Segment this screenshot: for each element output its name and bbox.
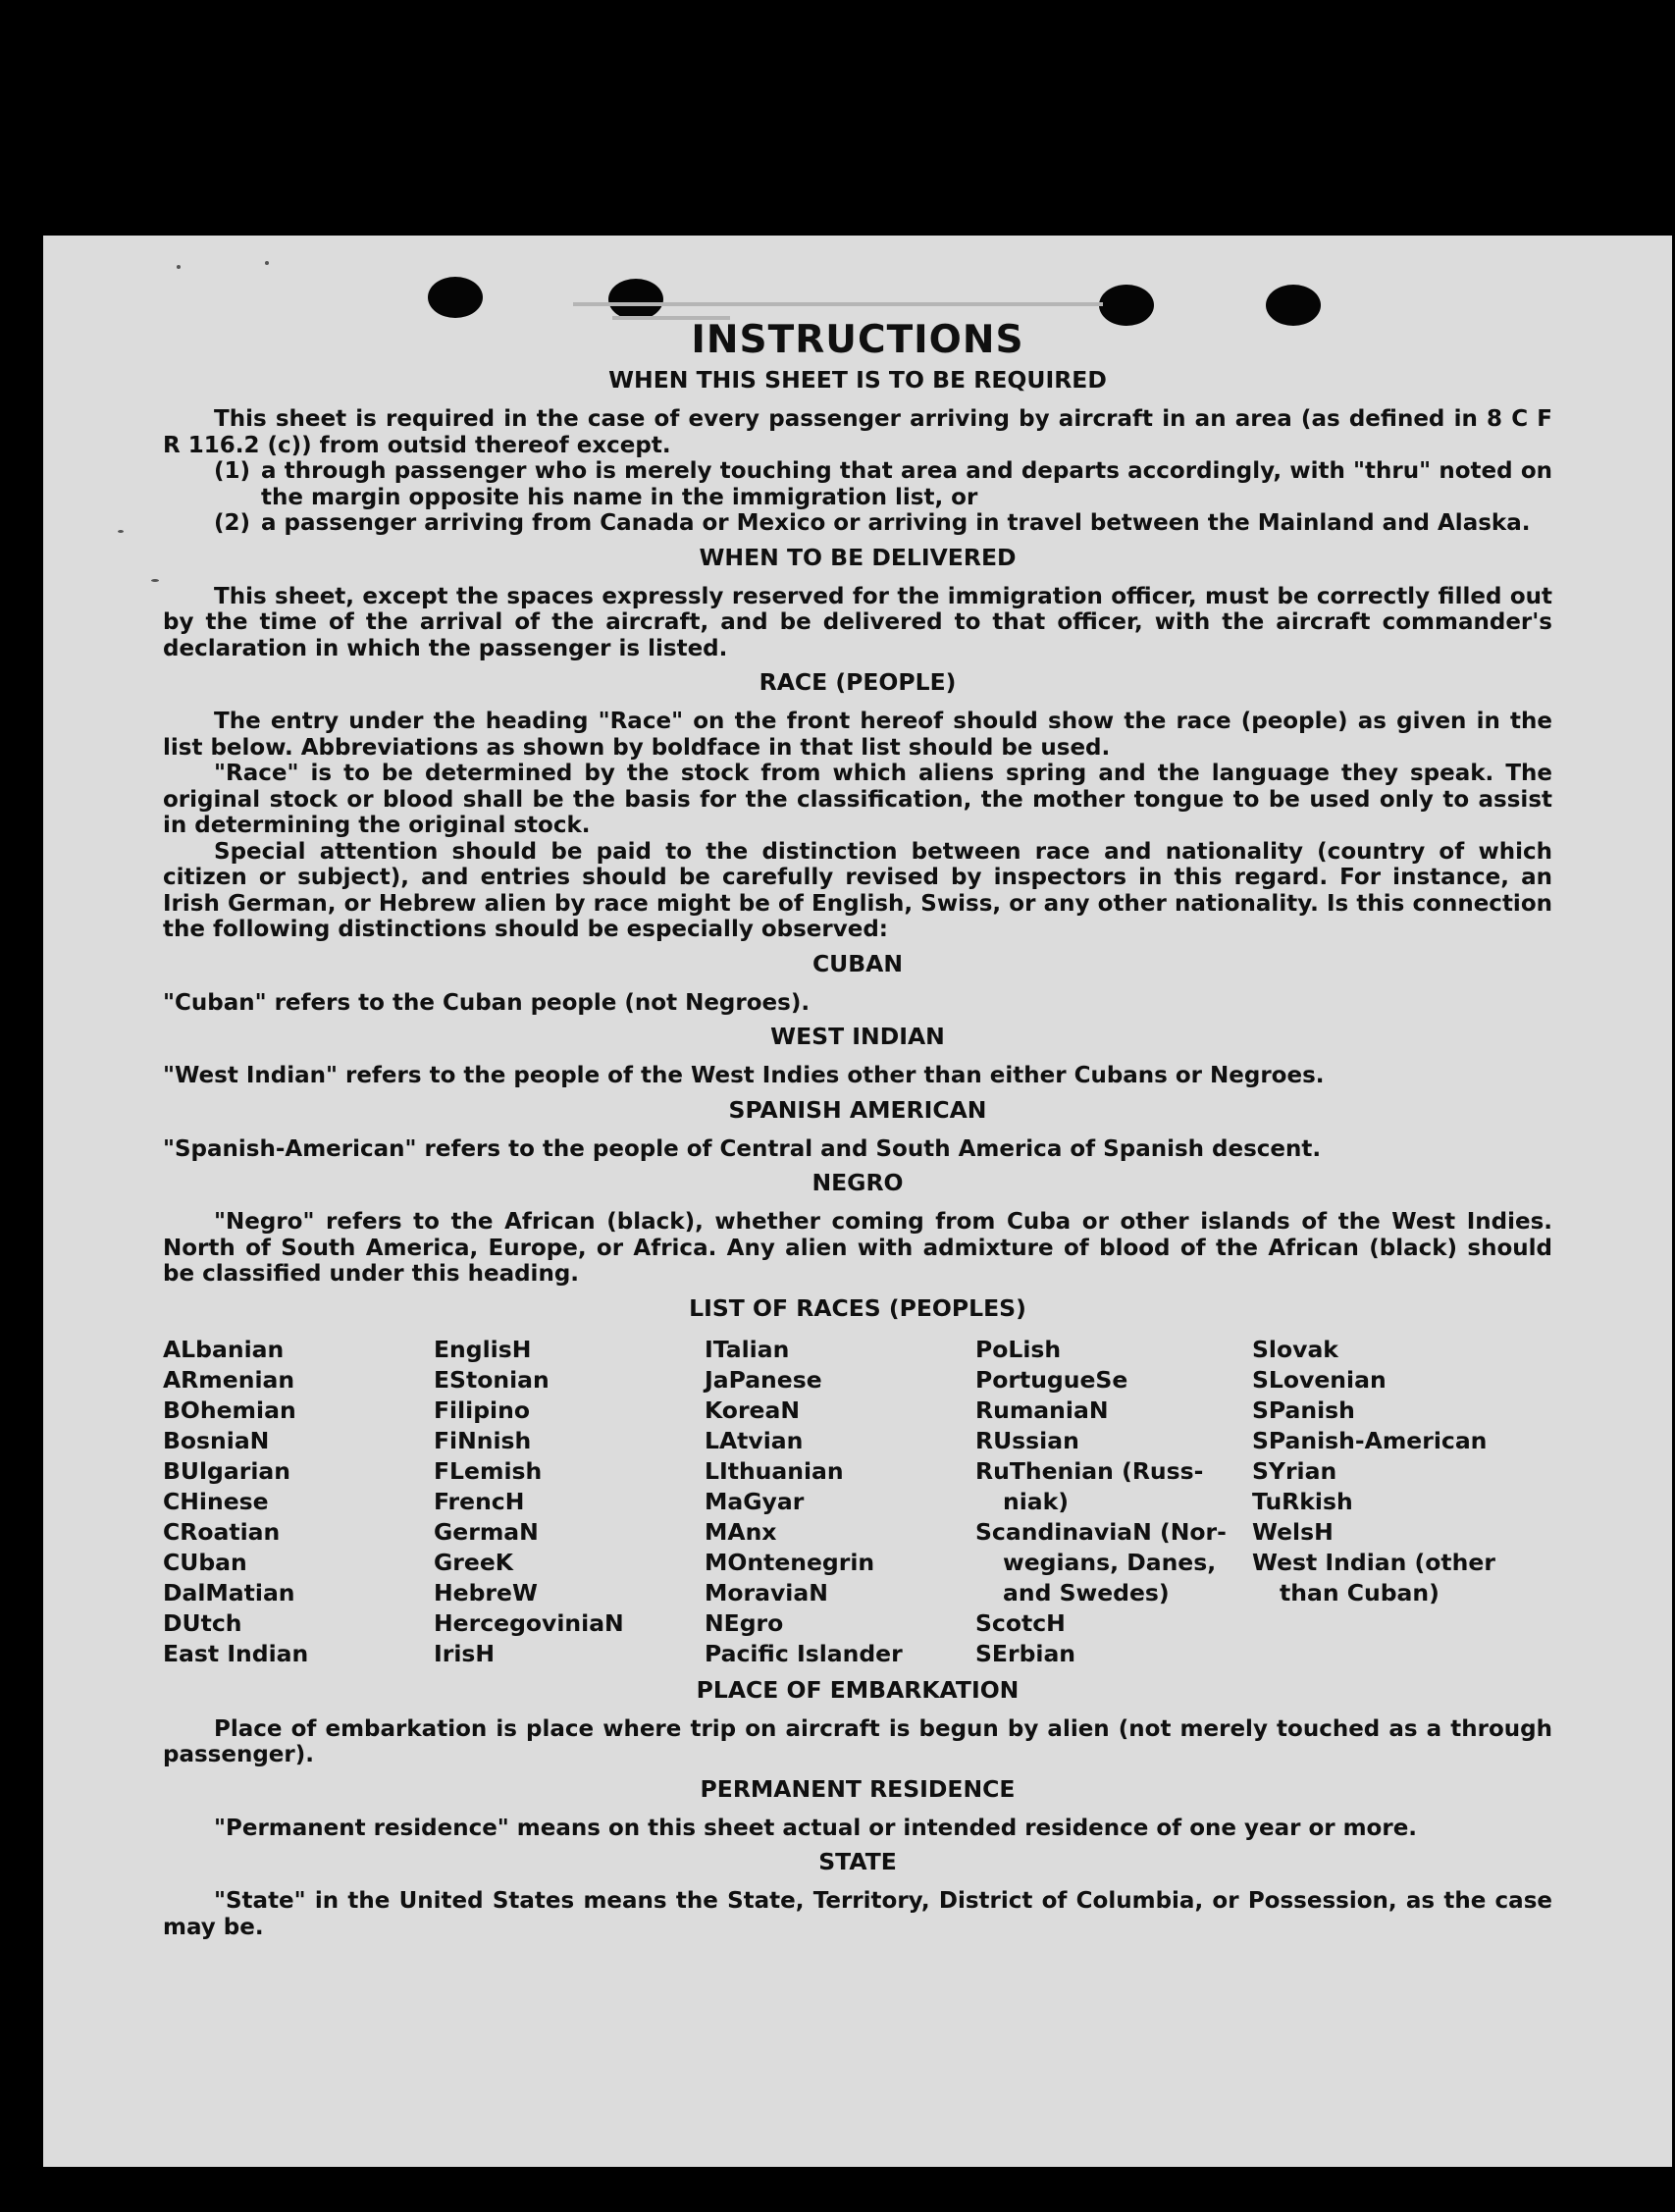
exception-text: a passenger arriving from Canada or Mexico or arriving in travel between the Mainland and Alaska.	[261, 510, 1531, 536]
race-entry: MOntenegrin	[705, 1548, 875, 1576]
race-entry: RUssian	[975, 1426, 1079, 1454]
race-entry: DalMatian	[163, 1578, 295, 1606]
race-entry: PoLish	[975, 1335, 1062, 1363]
races-column	[975, 1335, 1252, 1669]
race-entry-continued: niak)	[1003, 1487, 1070, 1515]
race-entry: FrencH	[434, 1487, 525, 1515]
races-column	[434, 1335, 705, 1669]
race-entry: LAtvian	[705, 1426, 804, 1454]
race-entry: ALbanian	[163, 1335, 285, 1363]
speck	[118, 530, 124, 533]
race-entry: SErbian	[975, 1639, 1076, 1667]
race-entry: BUlgarian	[163, 1456, 290, 1485]
exception-number: (1)	[214, 458, 251, 484]
race-entry-continued: than Cuban)	[1280, 1578, 1439, 1606]
race-entry: ScandinaviaN (Nor-	[975, 1517, 1227, 1546]
race-entry: ARmenian	[163, 1365, 295, 1394]
race-entry: HebreW	[434, 1578, 538, 1606]
heading-negro: NEGRO	[811, 1169, 904, 1196]
race-entry: FLemish	[434, 1456, 543, 1485]
race-entry: CHinese	[163, 1487, 269, 1515]
race-entry: IrisH	[434, 1639, 496, 1667]
race-entry: TuRkish	[1252, 1487, 1353, 1515]
race-entry: West Indian (other	[1252, 1548, 1495, 1576]
speck	[265, 261, 269, 265]
heading-spanish-american: SPANISH AMERICAN	[728, 1095, 987, 1124]
race-paragraph-2: "Race" is to be determined by the stock from which aliens spring and the language they speak. The original stock or blood shall be the basis for the classification, the mother tongue to be used only to assist in determining the original stock.	[163, 761, 1552, 838]
negro-text: "Negro" refers to the African (black), whether coming from Cuba or other islands of the West Indies. North of South America, Europe, or Africa. Any alien with admixture of blood of the African (black) should be classified under this heading.	[163, 1209, 1552, 1287]
heading-residence: PERMANENT RESIDENCE	[700, 1774, 1016, 1803]
residence-text: "Permanent residence" means on this sheet actual or intended residence of one year or more.	[214, 1815, 1418, 1841]
race-entry: NEgro	[705, 1608, 784, 1637]
race-entry: DUtch	[163, 1608, 242, 1637]
heading-embarkation: PLACE OF EMBARKATION	[696, 1675, 1020, 1704]
race-entry: WelsH	[1252, 1517, 1334, 1546]
race-entry: CUban	[163, 1548, 247, 1576]
heading-delivered: WHEN TO BE DELIVERED	[699, 543, 1017, 571]
race-entry: SLovenian	[1252, 1365, 1387, 1394]
races-column	[163, 1335, 434, 1669]
race-entry: SPanish-American	[1252, 1426, 1488, 1454]
speck	[177, 265, 181, 269]
page-title: INSTRUCTIONS	[691, 318, 1024, 362]
embarkation-text: Place of embarkation is place where trip on aircraft is begun by alien (not merely touched as a through passenger).	[163, 1715, 1552, 1767]
race-entry: EStonian	[434, 1365, 550, 1394]
exception-item	[214, 510, 1552, 537]
heading-race: RACE (PEOPLE)	[759, 668, 957, 696]
race-entry: BOhemian	[163, 1396, 296, 1424]
race-entry: RuThenian (Russ-	[975, 1456, 1204, 1485]
race-paragraph-1: The entry under the heading "Race" on the front hereof should show the race (people) as given in the list below. Abbreviations as shown by boldface in that list should be used.	[163, 709, 1552, 761]
race-entry: GermaN	[434, 1517, 539, 1546]
exception-number: (2)	[214, 510, 251, 536]
race-paragraph-3: Special attention should be paid to the distinction between race and nationality (country of which citizen or subject), and entries should be carefully revised by inspectors in this regard. For instance, an Irish German, or Hebrew alien by race might be of English, Swiss, or any other nationality. Is this connection the following distinctions should be especially observed:	[163, 838, 1552, 942]
state-text: "State" in the United States means the State, Territory, District of Columbia, or Possession, as the case may be.	[163, 1888, 1552, 1940]
races-column	[1252, 1335, 1552, 1669]
exception-text: a through passenger who is merely touching that area and departs accordingly, with "thru" noted on the margin opposite his name in the immigration list, or	[261, 458, 1552, 510]
race-entry: CRoatian	[163, 1517, 281, 1546]
faded-stamp-line	[573, 302, 1103, 306]
race-entry: GreeK	[434, 1548, 513, 1576]
races-list	[163, 1335, 1552, 1669]
delivered-text: This sheet, except the spaces expressly reserved for the immigration officer, must be correctly filled out by the time of the arrival of the aircraft, and be delivered to that officer, with the aircraft commander's declaration in which the passenger is listed.	[163, 583, 1552, 661]
race-entry: JaPanese	[705, 1365, 822, 1394]
race-entry: MoraviaN	[705, 1578, 828, 1606]
race-entry: Filipino	[434, 1396, 530, 1424]
race-entry: Pacific Islander	[705, 1639, 903, 1667]
race-entry: Slovak	[1252, 1335, 1338, 1363]
race-entry-continued: wegians, Danes,	[1003, 1548, 1217, 1576]
west-indian-text: "West Indian" refers to the people of the West Indies other than either Cubans or Negroes.	[163, 1063, 1325, 1088]
race-entry-continued: and Swedes)	[1003, 1578, 1170, 1606]
exception-item	[214, 458, 1552, 510]
punch-hole	[608, 279, 663, 320]
race-entry: ITalian	[705, 1335, 790, 1363]
race-entry: EnglisH	[434, 1335, 532, 1363]
heading-required: WHEN THIS SHEET IS TO BE REQUIRED	[608, 366, 1107, 394]
race-entry: FiNnish	[434, 1426, 532, 1454]
heading-west-indian: WEST INDIAN	[770, 1023, 945, 1050]
race-entry: ScotcH	[975, 1608, 1066, 1637]
race-entry: HercegoviniaN	[434, 1608, 624, 1637]
race-entry: KoreaN	[705, 1396, 800, 1424]
race-entry: SYrian	[1252, 1456, 1337, 1485]
race-entry: BosniaN	[163, 1426, 270, 1454]
cuban-text: "Cuban" refers to the Cuban people (not Negroes).	[163, 989, 811, 1016]
race-entry: PortugueSe	[975, 1365, 1128, 1394]
document-page	[43, 236, 1672, 2167]
race-entry: RumaniaN	[975, 1396, 1109, 1424]
required-intro: This sheet is required in the case of every passenger arriving by aircraft in an area (as defined in 8 C F R 116.2 (c)) from outsid thereof except.	[163, 406, 1552, 458]
heading-cuban: CUBAN	[811, 949, 904, 977]
instructions-text	[163, 318, 1552, 1940]
race-entry: LIthuanian	[705, 1456, 844, 1485]
heading-state: STATE	[818, 1848, 897, 1875]
punch-hole	[428, 277, 483, 318]
race-entry: MaGyar	[705, 1487, 805, 1515]
heading-list-of-races: LIST OF RACES (PEOPLES)	[689, 1293, 1026, 1322]
races-column	[705, 1335, 975, 1669]
race-entry: SPanish	[1252, 1396, 1355, 1424]
speck	[151, 579, 159, 582]
race-entry: MAnx	[705, 1517, 777, 1546]
spanish-american-text: "Spanish-American" refers to the people of Central and South America of Spanish descent.	[163, 1135, 1322, 1162]
race-entry: East Indian	[163, 1639, 309, 1667]
